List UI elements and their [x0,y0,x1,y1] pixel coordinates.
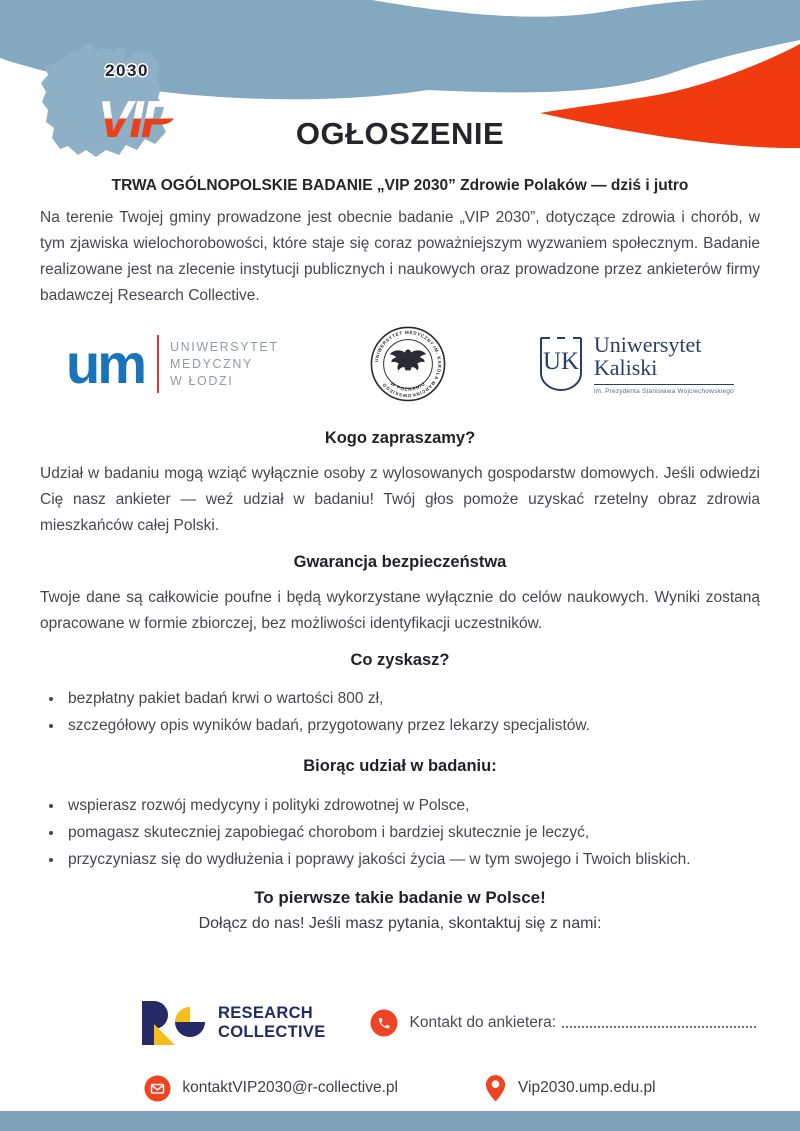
logo-um-lodz [66,332,279,395]
partner-logos-row [66,316,734,412]
contact-row [140,997,756,1049]
email-contact [144,1075,398,1102]
um-logo-line: MEDYCZNY [170,356,253,371]
web-text: Vip2030.ump.edu.pl [518,1079,656,1096]
web-contact [484,1074,656,1103]
seal-ring-text: UNIWERSYTET MEDYCZNY IM. KAROLA MARCINKOWSKIEGO [374,329,443,399]
section-heading-gwarancja: Gwarancja bezpieczeństwa [293,553,507,571]
vip-2030-poland-logo [33,36,203,176]
uk-shield-letters: UK [542,348,579,375]
phone-icon [370,1009,398,1037]
rc-mark-bar [142,1001,154,1045]
um-logo-mark: um [66,332,144,395]
final-heading: To pierwsze takie badanie w Polsce! [254,888,546,907]
list-item: • szczegółowy opis wyników badań, przygotowany przez lekarzy specjalistów. [64,712,760,739]
seal-bottom-text: W POZNANIU [389,381,427,392]
um-logo-divider [157,335,159,393]
list-item: • przyczyniasz się do wydłużenia i poprawy jakości życia — w tym swojego i Twoich bliskich. [64,846,760,873]
final-subline: Dołącz do nas! Jeśli masz pytania, skontaktuj się z nami: [198,915,602,932]
list-item: • wspierasz rozwój medycyny i polityki zdrowotnej w Polsce, [64,792,760,819]
benefits-list [46,685,760,739]
section-body-kogo: Udział w badaniu mogą wziąć wyłącznie osoby z wylosowanych gospodarstw domowych. Jeśli odwiedzi Cię nasz ankieter — weź udział w badaniu! Twój głos pomoże uzyskać rzetelny obraz zdrowia mieszkańców całej Polski. [40,465,760,534]
interviewer-contact-label: Kontakt do ankietera: [409,1014,557,1031]
logo-ump-poznan-seal [369,325,447,403]
uk-logo-rule [594,384,734,385]
rc-mark-bowl [154,1001,168,1029]
um-logo-line: W ŁODZI [170,373,234,388]
rc-wordmark-line2: COLLECTIVE [218,1023,326,1041]
interviewer-contact [370,1009,756,1037]
map-pin-icon [484,1074,507,1103]
rc-mark-quarter [175,1007,190,1022]
uk-logo-subtitle: im. Prezydenta Stanisława Wojciechowskiego [593,388,734,395]
email-text: kontaktVIP2030@r-collective.pl [182,1079,398,1096]
section-heading-biorac: Biorąc udział w badaniu: [303,757,497,775]
participation-list [46,792,760,873]
rc-mark-half [175,1022,205,1037]
section-heading-kogo: Kogo zapraszamy? [324,429,476,447]
uk-logo-text [594,333,734,395]
intro-paragraph: Na terenie Twojej gminy prowadzone jest obecnie badanie „VIP 2030”, dotyczące zdrowia i chorób, w tym zjawiska wielochorobowości, które staje się coraz poważniejszym wyzwaniem społecznym. Badanie realizowane jest na zlecenie instytucji publicznych i naukowych oraz prowadzone przez ankieterów firmy badawczej Research Collective. [40,209,760,304]
um-logo-text [170,339,279,390]
rc-mark-leg [154,1024,175,1045]
uk-logo-name-line1: Uniwersytet [593,332,702,357]
page-subtitle: TRWA OGÓLNOPOLSKIE BADANIE „VIP 2030” Zdrowie Polaków — dziś i jutro [111,177,689,194]
research-collective-logo [140,999,206,1047]
um-logo-line: UNIWERSYTET [170,339,279,354]
list-item: • pomagasz skuteczniej zapobiegać chorobom i bardziej skutecznie je leczyć, [64,819,760,846]
page-title: OGŁOSZENIE [295,116,505,151]
footer-contacts [0,1070,800,1106]
logo-uk-kaliski [538,333,734,395]
research-collective-wordmark [218,1004,326,1042]
uk-shield [538,335,584,393]
bottom-bar-decoration [0,1111,800,1131]
section-heading-zyskasz: Co zyskasz? [350,651,450,669]
vip-logo-year: 2030 [105,61,149,80]
vip-logo-name: VIP [97,91,173,149]
fill-in-dotted-line [562,1026,756,1028]
section-body-gwarancja: Twoje dane są całkowicie poufne i będą wykorzystane wyłącznie do celów naukowych. Wyniki zostaną opracowane w formie zbiorczej, bez możliwości identyfikacji uczestników. [40,589,760,632]
rc-wordmark-line1: RESEARCH [218,1004,313,1022]
uk-logo-name-line2: Kaliski [593,355,658,380]
list-item: • bezpłatny pakiet badań krwi o wartości 800 zł, [64,685,760,712]
envelope-icon [144,1075,171,1102]
uk-logo-name [594,333,734,379]
